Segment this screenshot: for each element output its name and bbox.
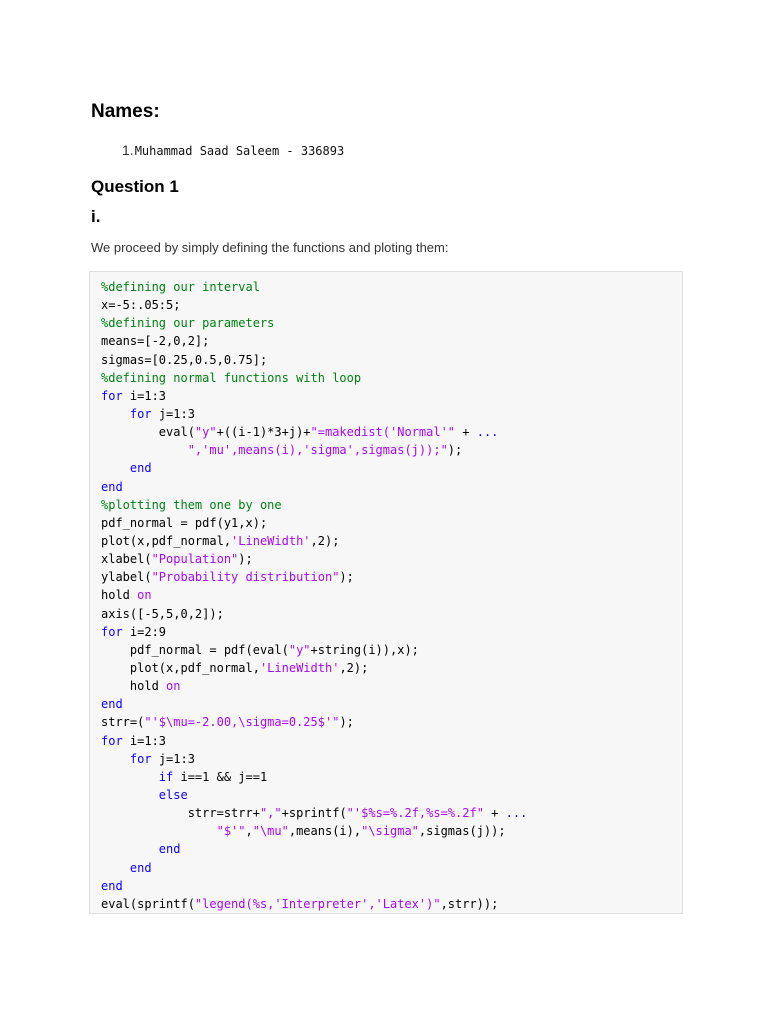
- code-line: [101, 605, 682, 623]
- code-text: pdf_normal = pdf(y1,x);: [101, 515, 268, 530]
- code-keyword: for: [101, 624, 123, 639]
- code-text: +sprintf(: [281, 806, 347, 821]
- code-text: [101, 461, 130, 475]
- code-keyword: ...: [476, 425, 499, 440]
- code-line: [101, 641, 682, 659]
- code-text: ,2);: [310, 533, 340, 548]
- code-line: [101, 732, 682, 750]
- code-keyword: for: [129, 751, 152, 766]
- code-string: "\sigma": [361, 824, 419, 839]
- code-line: [101, 586, 682, 604]
- code-text: pdf_normal = pdf(eval(: [101, 642, 289, 657]
- author-item: [122, 142, 344, 158]
- intro-paragraph: We proceed by simply defining the functions and ploting them:: [91, 240, 449, 255]
- code-text: );: [447, 443, 463, 458]
- code-string: "\mu": [252, 824, 289, 839]
- code-line: [101, 332, 682, 350]
- code-line: [101, 314, 682, 332]
- code-text: sigmas=[0.25,0.5,0.75];: [101, 352, 268, 367]
- code-comment: %defining our interval: [101, 280, 260, 294]
- code-text: [101, 788, 159, 802]
- code-line: [101, 786, 682, 804]
- code-text: [101, 861, 130, 875]
- code-line: [101, 568, 682, 586]
- code-text: [101, 770, 159, 784]
- code-line: [101, 387, 682, 405]
- code-line: [101, 750, 682, 768]
- code-line: [101, 478, 682, 496]
- code-line: [101, 496, 682, 514]
- code-keyword: end: [129, 860, 152, 875]
- code-text: hold: [101, 588, 138, 603]
- code-keyword: end: [158, 842, 181, 857]
- code-text: [101, 443, 188, 457]
- code-line: [101, 514, 682, 532]
- code-text: eval(: [101, 425, 195, 440]
- code-string: "y": [288, 642, 311, 657]
- code-line: [101, 840, 682, 858]
- question-subheading: i.: [91, 207, 101, 226]
- code-line: [101, 623, 682, 641]
- code-line: [101, 877, 682, 895]
- code-text: [101, 824, 217, 838]
- code-keyword: end: [101, 697, 123, 712]
- code-comment: %plotting them one by one: [101, 497, 282, 512]
- code-string: ",": [259, 806, 282, 821]
- code-text: ,: [245, 824, 253, 839]
- code-string: "y": [194, 425, 217, 440]
- code-text: ylabel(: [101, 570, 152, 585]
- code-string: on: [137, 588, 152, 603]
- code-text: x=-5:.05:5;: [101, 298, 181, 313]
- code-keyword: end: [101, 878, 123, 893]
- code-string: "Probability distribution": [151, 570, 340, 585]
- author-number: 1.: [122, 142, 134, 158]
- question-heading: Question 1: [91, 177, 179, 196]
- code-text: axis([-5,5,0,2]);: [101, 606, 224, 621]
- code-text: +: [455, 425, 477, 440]
- code-string: 'LineWidth': [259, 660, 340, 675]
- code-text: );: [339, 715, 354, 730]
- code-text: eval(sprintf(: [101, 896, 195, 911]
- code-line: [101, 822, 682, 840]
- code-line: [101, 278, 682, 296]
- code-text: i=2:9: [122, 624, 167, 639]
- author-name: Muhammad Saad Saleem - 336893: [134, 144, 345, 158]
- code-string: "=makedist('Normal'": [310, 425, 456, 440]
- code-line: [101, 659, 682, 677]
- code-keyword: else: [158, 787, 188, 802]
- code-text: strr=(: [101, 715, 145, 730]
- code-text: [101, 752, 130, 766]
- code-line: [101, 459, 682, 477]
- code-text: hold: [101, 679, 167, 694]
- code-string: 'LineWidth': [231, 533, 311, 548]
- code-text: [101, 842, 159, 856]
- code-text: i=1:3: [122, 733, 167, 748]
- code-text: plot(x,pdf_normal,: [101, 660, 260, 675]
- code-keyword: end: [101, 479, 123, 494]
- code-text: j=1:3: [151, 751, 195, 766]
- code-line: [101, 550, 682, 568]
- code-line: [101, 423, 682, 441]
- code-string: ",'mu',means(i),'sigma',sigmas(j));": [187, 443, 448, 458]
- code-line: [101, 405, 682, 423]
- code-text: );: [339, 570, 354, 585]
- code-line: [101, 532, 682, 550]
- code-keyword: for: [101, 388, 123, 403]
- code-block: [89, 271, 683, 914]
- code-string: "'$%s=%.2f,%s=%.2f": [346, 806, 484, 821]
- code-line: [101, 369, 682, 387]
- code-text: strr=strr+: [101, 806, 260, 821]
- code-text: ,2);: [339, 660, 369, 675]
- code-text: +: [483, 806, 506, 821]
- names-heading: Names:: [91, 101, 160, 122]
- code-keyword: ...: [505, 806, 528, 821]
- code-text: i==1 && j==1: [173, 769, 268, 784]
- author-list: [122, 142, 344, 158]
- code-text: i=1:3: [122, 388, 167, 403]
- code-line: [101, 768, 682, 786]
- code-keyword: if: [158, 769, 174, 784]
- code-line: [101, 713, 682, 731]
- code-line: [101, 441, 682, 459]
- code-line: [101, 804, 682, 822]
- code-text: [101, 407, 130, 421]
- code-text: plot(x,pdf_normal,: [101, 533, 232, 548]
- code-text: ,sigmas(j));: [418, 824, 506, 839]
- code-text: );: [238, 552, 253, 567]
- code-text: means=[-2,0,2];: [101, 334, 210, 349]
- code-text: ,means(i),: [288, 824, 362, 839]
- code-comment: %defining our parameters: [101, 316, 275, 331]
- code-keyword: end: [129, 461, 152, 476]
- code-line: [101, 351, 682, 369]
- code-text: +string(i)),x);: [310, 642, 419, 657]
- code-text: ,strr));: [440, 896, 499, 911]
- code-string: "'$\mu=-2.00,\sigma=0.25$'": [144, 715, 340, 730]
- code-string: on: [166, 679, 181, 694]
- code-line: [101, 895, 682, 913]
- code-string: "legend(%s,'Interpreter','Latex')": [194, 896, 441, 911]
- code-line: [101, 296, 682, 314]
- code-line: [101, 677, 682, 695]
- code-text: +((i-1)*3+j)+: [216, 425, 311, 440]
- code-string: "$'": [216, 824, 246, 839]
- code-string: "Population": [151, 552, 239, 567]
- code-text: xlabel(: [101, 552, 152, 567]
- code-comment: %defining normal functions with loop: [101, 370, 362, 385]
- code-keyword: for: [101, 733, 123, 748]
- code-text: j=1:3: [151, 406, 195, 421]
- code-line: [101, 695, 682, 713]
- code-keyword: for: [129, 406, 152, 421]
- code-line: [101, 859, 682, 877]
